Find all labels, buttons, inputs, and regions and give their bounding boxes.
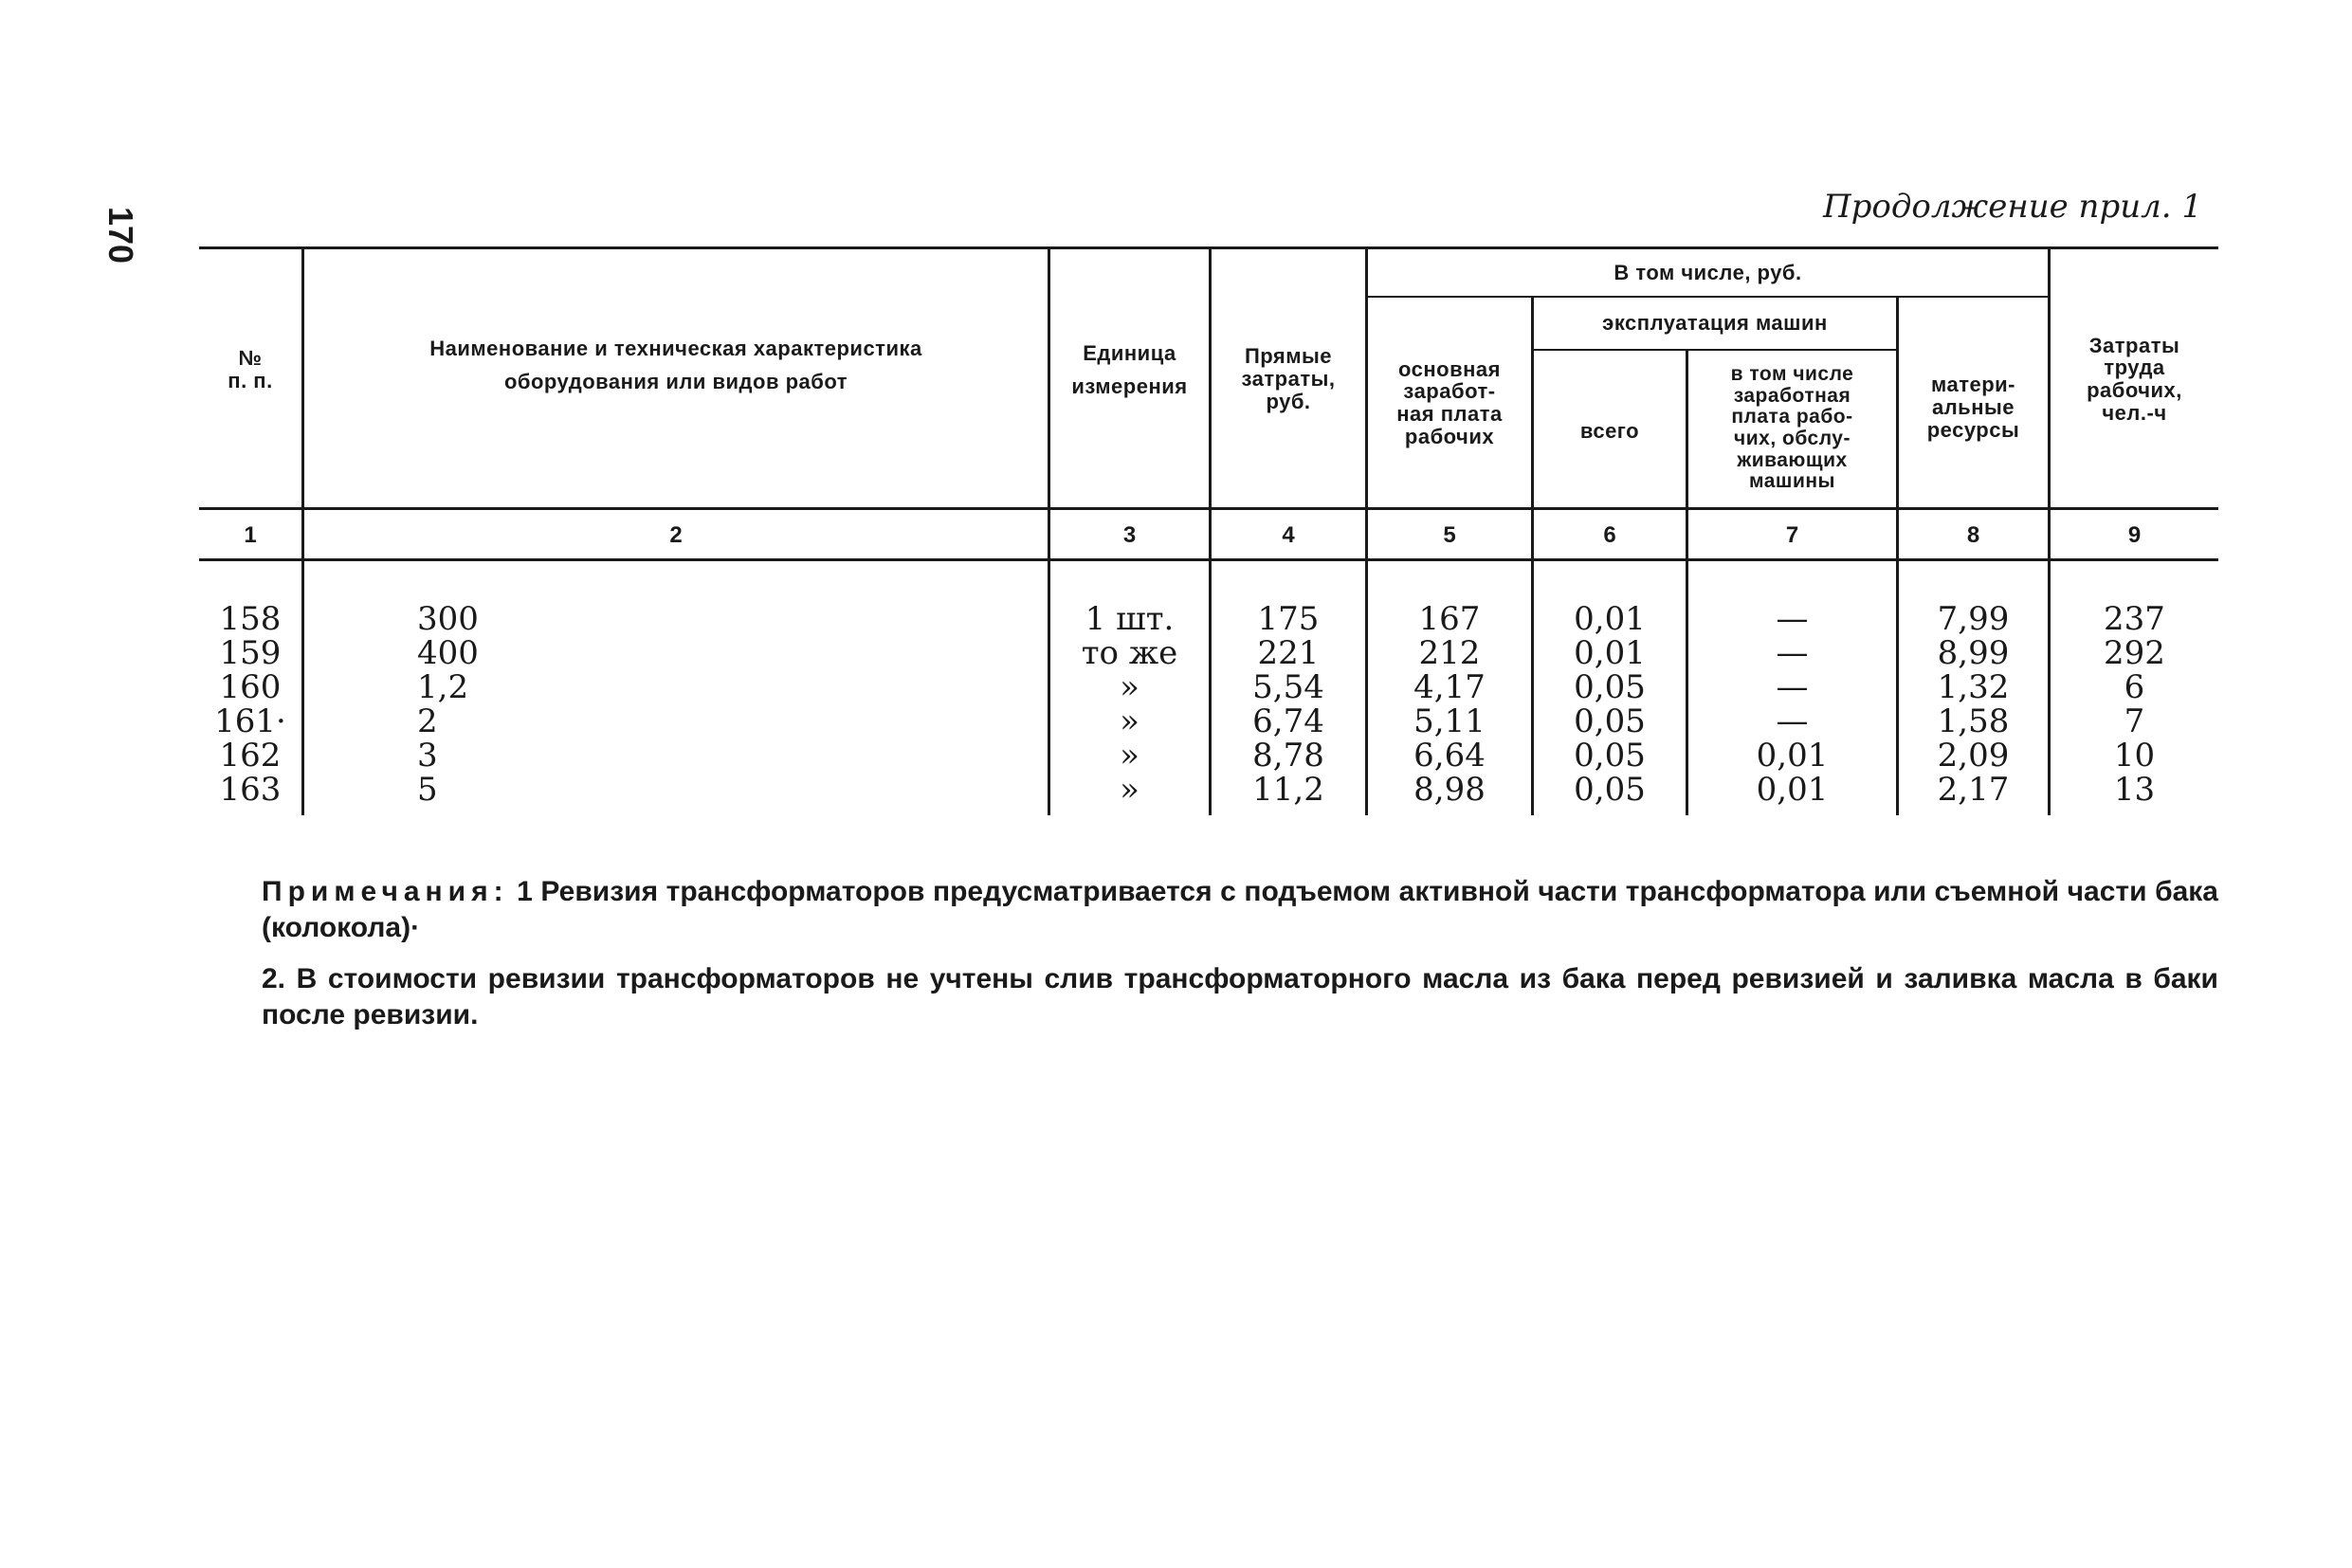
row-machines-wages: — — [1776, 634, 1809, 672]
column-number: 4 — [1282, 522, 1295, 548]
row-name: 300 — [417, 600, 479, 638]
row-labor: 7 — [2124, 702, 2145, 740]
table-row — [0, 773, 2352, 807]
row-name: 3 — [417, 737, 438, 775]
column-number: 9 — [2127, 522, 2142, 548]
row-materials: 1,58 — [1937, 702, 2010, 740]
row-unit: » — [1120, 702, 1140, 740]
header-machines-wages: в том числе заработная плата рабо- чих, обслу- живающих машины — [1730, 362, 1854, 493]
row-materials: 2,17 — [1937, 771, 2010, 809]
row-materials: 2,09 — [1937, 737, 2010, 775]
row-machines-total: 0,01 — [1574, 600, 1646, 638]
row-direct: 221 — [1257, 634, 1320, 672]
row-wages: 4,17 — [1413, 668, 1486, 706]
row-direct: 5,54 — [1252, 668, 1324, 706]
row-machines-wages: — — [1776, 668, 1809, 706]
row-materials: 1,32 — [1937, 668, 2010, 706]
column-number: 8 — [1966, 522, 1980, 548]
header-unit: Единица измерения — [1071, 340, 1188, 398]
page-number: 170 — [101, 207, 140, 264]
group-top-rule — [1365, 296, 2048, 298]
column-number: 2 — [669, 522, 683, 548]
row-wages: 167 — [1418, 600, 1481, 638]
row-labor: 10 — [2113, 737, 2156, 775]
row-labor: 6 — [2124, 668, 2145, 706]
row-number: 162 — [219, 737, 282, 775]
header-number: № п. п. — [228, 346, 273, 392]
row-wages: 6,64 — [1413, 737, 1486, 775]
row-materials: 7,99 — [1937, 600, 2010, 638]
row-labor: 237 — [2104, 600, 2165, 638]
table-row — [0, 636, 2352, 670]
row-wages: 212 — [1418, 634, 1481, 672]
row-name: 5 — [417, 771, 438, 809]
row-number: 161· — [214, 702, 286, 740]
note-1 — [199, 874, 2218, 946]
table-row — [0, 738, 2352, 773]
column-number: 7 — [1785, 522, 1799, 548]
row-wages: 5,11 — [1413, 702, 1486, 740]
row-direct: 8,78 — [1252, 737, 1324, 775]
note-2: 2. В стоимости ревизии трансформаторов не учтены слив трансформаторного масла из бака перед ревизией и заливка масла в баки после ревизии. — [262, 963, 2218, 1030]
row-name: 2 — [417, 702, 438, 740]
notes-label: Примечания: — [262, 876, 509, 907]
row-number: 159 — [219, 634, 282, 672]
table-row — [0, 602, 2352, 636]
row-machines-total: 0,05 — [1574, 668, 1646, 706]
note-1-text: 1 Ревизия трансформаторов предусматривается с подъемом активной части трансформатора или съемной части бака (колокола)· — [262, 876, 2218, 943]
row-machines-wages: 0,01 — [1756, 771, 1829, 809]
table-body — [0, 602, 2352, 807]
header-labor: Затраты труда рабочих, чел.-ч — [2087, 333, 2182, 425]
row-machines-total: 0,01 — [1574, 634, 1646, 672]
column-number: 3 — [1122, 522, 1137, 548]
row-number: 160 — [219, 668, 282, 706]
notes — [199, 874, 2218, 1048]
row-name: 400 — [417, 634, 479, 672]
row-direct: 6,74 — [1252, 702, 1324, 740]
row-unit: то же — [1081, 634, 1178, 672]
row-machines-total: 0,05 — [1574, 702, 1646, 740]
machines-group-rule — [1531, 349, 1896, 351]
continuation-title: Продолжение прил. 1 — [1823, 188, 2202, 226]
row-unit: 1 шт. — [1085, 600, 1175, 638]
column-number: 1 — [244, 522, 257, 548]
row-unit: » — [1120, 771, 1140, 809]
header-group-including: В том числе, руб. — [1614, 261, 1802, 285]
table-row — [0, 704, 2352, 738]
header-machines-total: всего — [1579, 419, 1640, 444]
row-unit: » — [1120, 737, 1140, 775]
header-name: Наименование и техническая характеристика оборудования или видов работ — [429, 336, 922, 393]
row-machines-total: 0,05 — [1574, 737, 1646, 775]
column-number: 5 — [1443, 522, 1456, 548]
row-machines-total: 0,05 — [1574, 771, 1646, 809]
header-machines-group: эксплуатация машин — [1602, 311, 1828, 336]
table-row — [0, 670, 2352, 704]
row-machines-wages: 0,01 — [1756, 737, 1829, 775]
row-labor: 13 — [2113, 771, 2156, 809]
row-name: 1,2 — [417, 668, 469, 706]
row-machines-wages: — — [1776, 600, 1809, 638]
row-number: 158 — [219, 600, 282, 638]
row-machines-wages: — — [1776, 702, 1809, 740]
header-materials: матери- альные ресурсы — [1926, 373, 2020, 442]
column-number: 6 — [1603, 522, 1616, 548]
header-base-wages: основная заработ- ная плата рабочих — [1396, 356, 1503, 448]
row-direct: 175 — [1257, 600, 1320, 638]
row-direct: 11,2 — [1252, 771, 1324, 809]
row-materials: 8,99 — [1937, 634, 2010, 672]
header-direct-costs: Прямые затраты, руб. — [1241, 344, 1336, 413]
row-number: 163 — [219, 771, 282, 809]
row-wages: 8,98 — [1413, 771, 1486, 809]
row-unit: » — [1120, 668, 1140, 706]
row-labor: 292 — [2104, 634, 2165, 672]
